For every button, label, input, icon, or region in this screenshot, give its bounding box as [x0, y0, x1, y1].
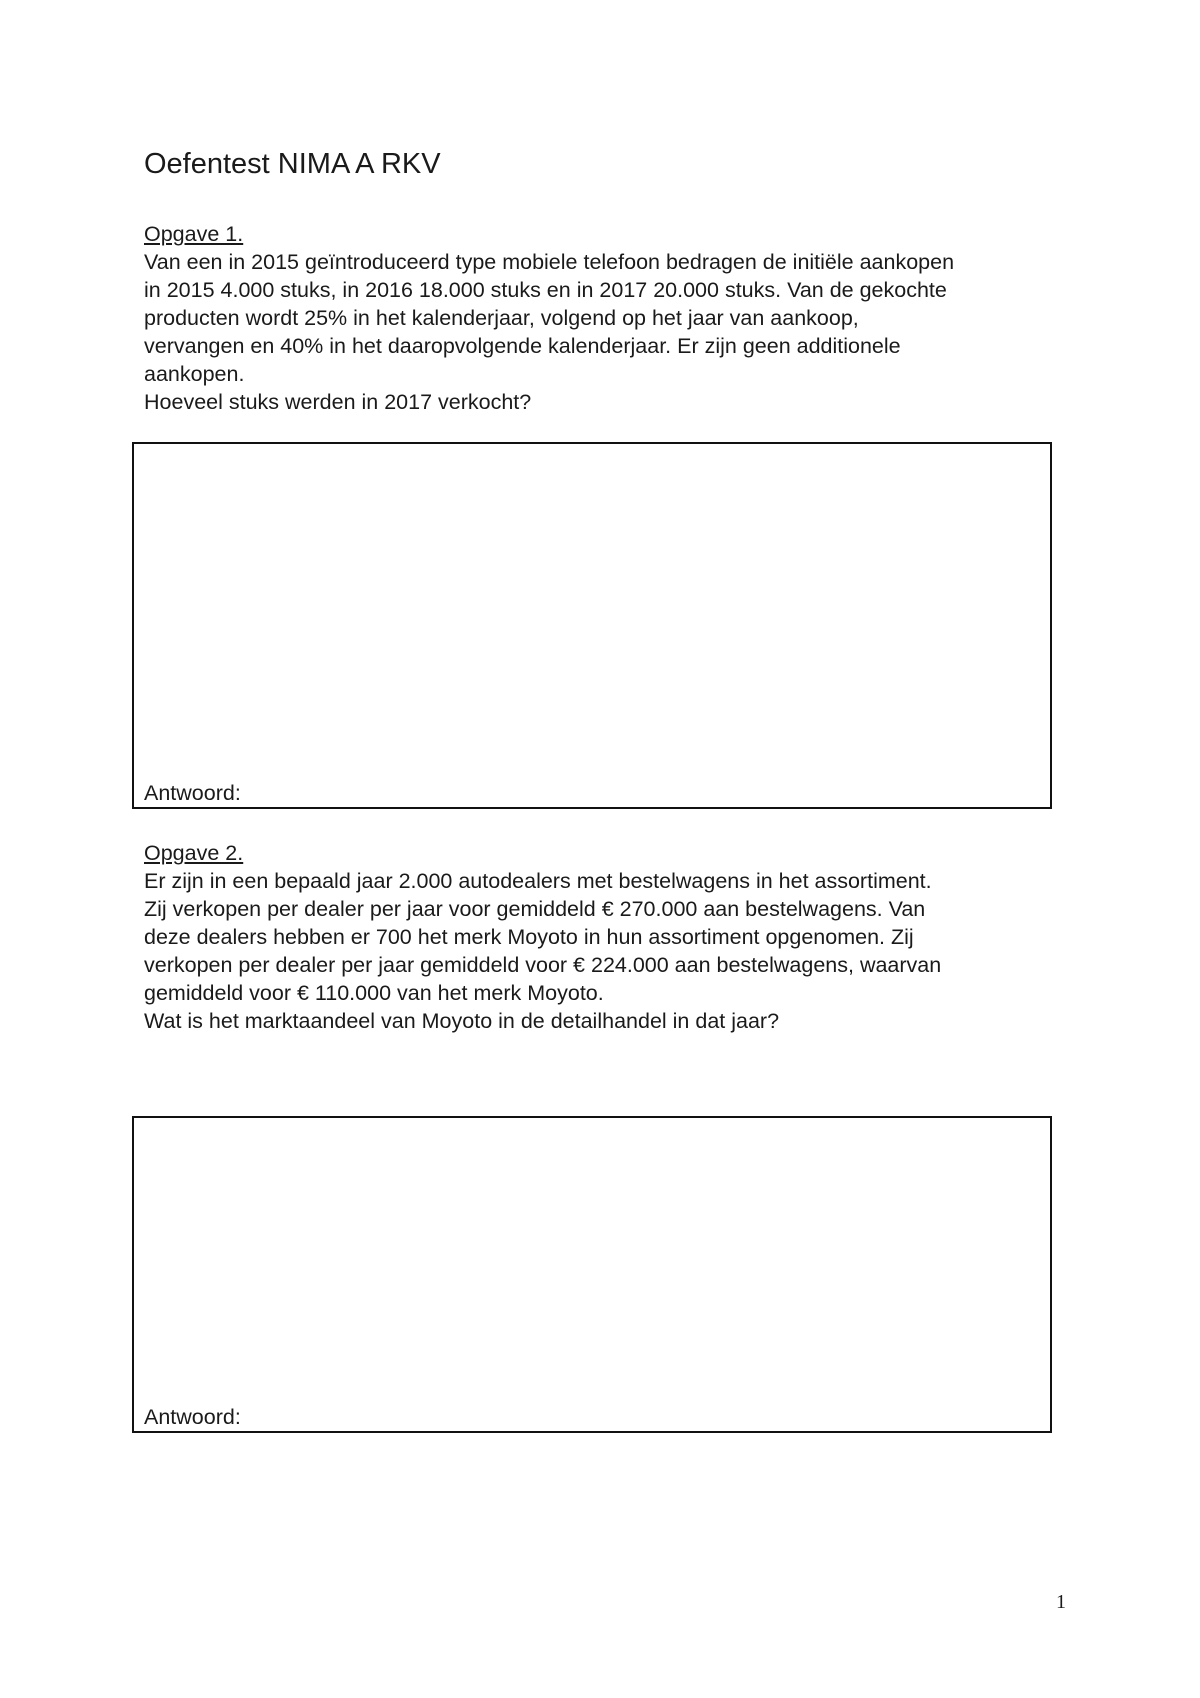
- question-2: [144, 839, 1084, 1035]
- question-2-heading: Opgave 2.: [144, 841, 244, 865]
- answer-label: Antwoord:: [144, 1405, 241, 1429]
- question-2-text-line: Er zijn in een bepaald jaar 2.000 autodealers met bestelwagens in het assortiment.: [144, 869, 932, 893]
- answer-box-1[interactable]: [132, 442, 1052, 809]
- question-2-prompt: Wat is het marktaandeel van Moyoto in de detailhandel in dat jaar?: [144, 1009, 780, 1033]
- question-1-text-line: Van een in 2015 geïntroduceerd type mobiele telefoon bedragen de initiële aankopen: [144, 250, 955, 274]
- question-2-text-line: Zij verkopen per dealer per jaar voor gemiddeld € 270.000 aan bestelwagens. Van: [144, 897, 926, 921]
- question-2-text-line: gemiddeld voor € 110.000 van het merk Moyoto.: [144, 981, 604, 1005]
- question-1-text-line: vervangen en 40% in het daaropvolgende kalenderjaar. Er zijn geen additionele: [144, 334, 901, 358]
- question-1: [144, 220, 1084, 416]
- page-title: Oefentest NIMA A RKV: [144, 148, 441, 180]
- page-number: 1: [1056, 1591, 1066, 1613]
- question-1-text-line: aankopen.: [144, 362, 245, 386]
- question-1-text-line: in 2015 4.000 stuks, in 2016 18.000 stuks en in 2017 20.000 stuks. Van de gekochte: [144, 278, 947, 302]
- question-1-text-line: producten wordt 25% in het kalenderjaar, volgend op het jaar van aankoop,: [144, 306, 859, 330]
- question-1-prompt: Hoeveel stuks werden in 2017 verkocht?: [144, 390, 532, 414]
- question-2-text-line: deze dealers hebben er 700 het merk Moyoto in hun assortiment opgenomen. Zij: [144, 925, 914, 949]
- question-2-text-line: verkopen per dealer per jaar gemiddeld voor € 224.000 aan bestelwagens, waarvan: [144, 953, 942, 977]
- question-1-heading: Opgave 1.: [144, 222, 244, 246]
- answer-label: Antwoord:: [144, 781, 241, 805]
- answer-box-2[interactable]: [132, 1116, 1052, 1433]
